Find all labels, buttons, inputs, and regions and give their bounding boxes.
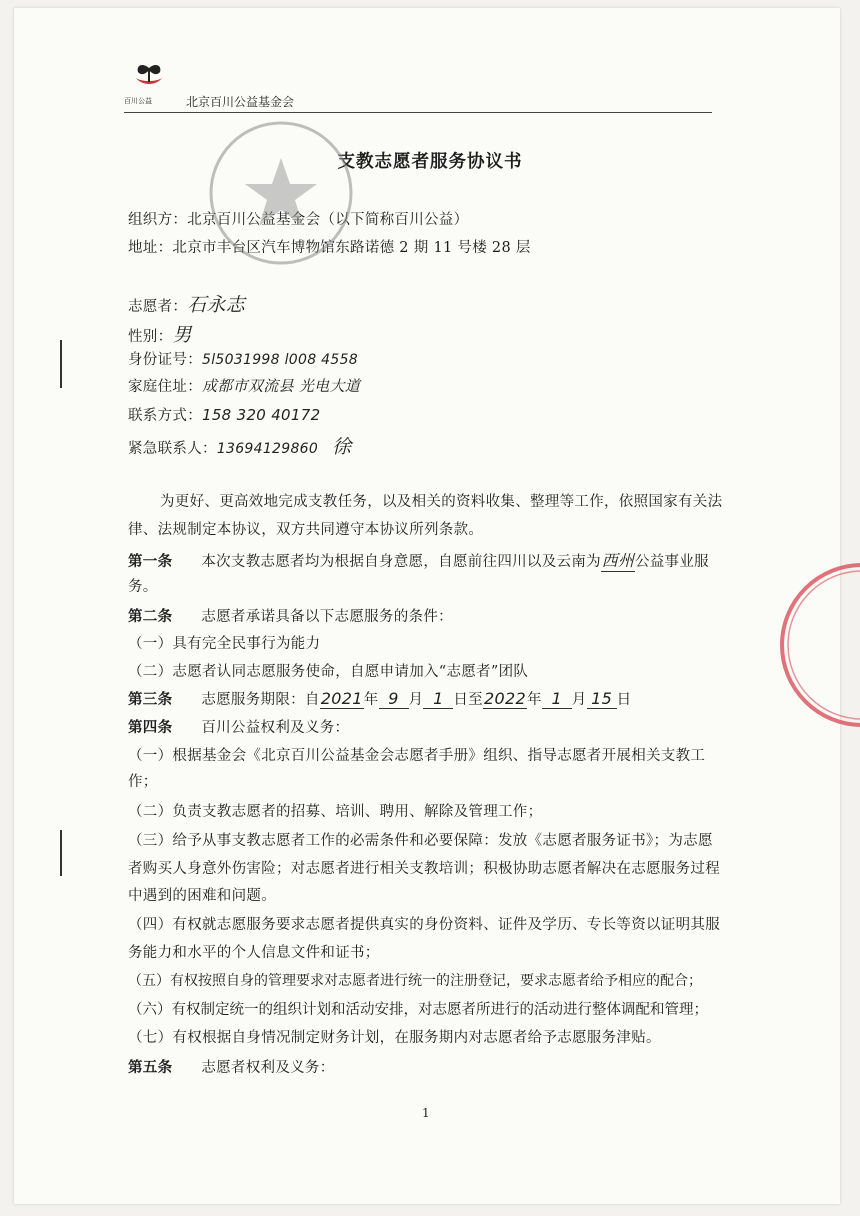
home-address-row	[128, 375, 360, 396]
margin-mark	[60, 830, 62, 876]
gender-row	[128, 320, 192, 347]
foundation-logo	[126, 58, 172, 100]
id-label: 身份证号：	[128, 352, 202, 368]
id-row	[128, 348, 358, 369]
article-4-line: 务能力和水平的个人信息文件和证书；	[128, 945, 380, 961]
article-4-line: 作；	[128, 774, 158, 790]
logo-caption: 百川公益	[124, 97, 152, 105]
article-2	[128, 605, 453, 626]
intro-line-1: 为更好、更高效地完成支教任务，以及相关的资料收集、整理等工作，依照国家有关法	[160, 494, 723, 510]
article-1	[128, 548, 709, 572]
article-1-fill: 西州	[601, 548, 635, 572]
id-value: 5l5031998 l008 4558	[202, 352, 358, 368]
intro-line-2: 律、法规制定本协议，双方共同遵守本协议所列条款。	[128, 522, 484, 538]
year-label: 年	[363, 692, 379, 708]
article-1-text: 本次支教志愿者均为根据自身意愿，自愿前往四川以及云南为	[201, 554, 601, 570]
contact-value: 158 320 40172	[202, 406, 321, 424]
margin-mark	[60, 340, 62, 388]
year-label-2: 年	[526, 692, 542, 708]
sprout-logo-icon	[126, 58, 172, 96]
article-1-cont: 务。	[128, 579, 158, 595]
org-line: 组织方：北京百川公益基金会（以下简称百川公益）	[128, 212, 469, 228]
article-3-prefix: 志愿服务期限：自	[201, 692, 320, 708]
volunteer-name-row	[128, 290, 245, 317]
article-5-text: 志愿者权利及义务：	[201, 1060, 335, 1076]
day-label: 日	[616, 692, 632, 708]
emergency-phone: 13694129860	[216, 441, 319, 457]
start-month: 9	[379, 689, 409, 709]
emergency-name: 徐	[332, 436, 352, 458]
gender-value: 男	[172, 324, 192, 346]
end-month: 1	[542, 689, 572, 709]
volunteer-name-label: 志愿者：	[128, 299, 188, 315]
article-4-text: 百川公益权利及义务：	[201, 720, 350, 736]
contact-row	[128, 404, 320, 425]
article-5-label: 第五条	[128, 1059, 173, 1076]
article-4-line: （二）负责支教志愿者的招募、培训、聘用、解除及管理工作；	[128, 804, 543, 820]
document-title: 支教志愿者服务协议书	[337, 152, 523, 172]
article-3-label: 第三条	[128, 691, 173, 708]
article-4-line: （六）有权制定统一的组织计划和活动安排，对志愿者所进行的活动进行整体调配和管理；	[128, 1002, 708, 1018]
article-4-line: 者购买人身意外伤害险；对志愿者进行相关支教培训；积极协助志愿者解决在志愿服务过程	[128, 861, 720, 877]
article-4-line: （四）有权就志愿服务要求志愿者提供真实的身份资料、证件及学历、专长等资以证明其服	[128, 917, 720, 933]
article-2-item-1: （一）具有完全民事行为能力	[128, 636, 321, 652]
month-label-2: 月	[571, 692, 587, 708]
article-4-line: （七）有权根据自身情况制定财务计划，在服务期内对志愿者给予志愿服务津贴。	[128, 1030, 661, 1046]
month-label: 月	[408, 692, 424, 708]
start-day: 1	[423, 689, 453, 709]
to-label: 日至	[453, 692, 483, 708]
article-2-item-2: （二）志愿者认同志愿服务使命，自愿申请加入“志愿者”团队	[128, 664, 529, 680]
article-4-line: （一）根据基金会《北京百川公益基金会志愿者手册》组织、指导志愿者开展相关支教工	[128, 748, 706, 764]
emergency-row	[128, 432, 351, 459]
end-day: 15	[587, 689, 617, 709]
home-address-label: 家庭住址：	[128, 379, 202, 395]
end-year: 2022	[484, 689, 526, 708]
article-2-label: 第二条	[128, 608, 173, 625]
article-1-text-after: 公益事业服	[634, 554, 709, 570]
gender-label: 性别：	[128, 329, 173, 345]
article-5	[128, 1056, 335, 1077]
article-2-text: 志愿者承诺具备以下志愿服务的条件：	[201, 609, 453, 625]
article-4-line: （五）有权按照自身的管理要求对志愿者进行统一的注册登记，要求志愿者给予相应的配合；	[128, 973, 702, 989]
article-4-line: （三）给予从事支教志愿者工作的必需条件和必要保障：发放《志愿者服务证书》；为志愿	[128, 833, 713, 849]
contact-label: 联系方式：	[128, 408, 202, 424]
address-line: 地址：北京市丰台区汽车博物馆东路诺德 2 期 11 号楼 28 层	[128, 240, 531, 256]
header-org-name: 北京百川公益基金会	[186, 95, 295, 109]
home-address-value: 成都市双流县 光电大道	[202, 377, 361, 395]
article-4	[128, 716, 349, 737]
header-rule	[124, 112, 712, 113]
article-3	[128, 688, 631, 709]
page-number: 1	[422, 1106, 430, 1120]
emergency-label: 紧急联系人：	[128, 441, 217, 457]
volunteer-name-value: 石永志	[187, 294, 246, 316]
article-4-label: 第四条	[128, 719, 173, 736]
article-1-label: 第一条	[128, 553, 173, 570]
article-4-line: 中遇到的困难和问题。	[128, 888, 276, 904]
start-year: 2021	[320, 689, 363, 708]
